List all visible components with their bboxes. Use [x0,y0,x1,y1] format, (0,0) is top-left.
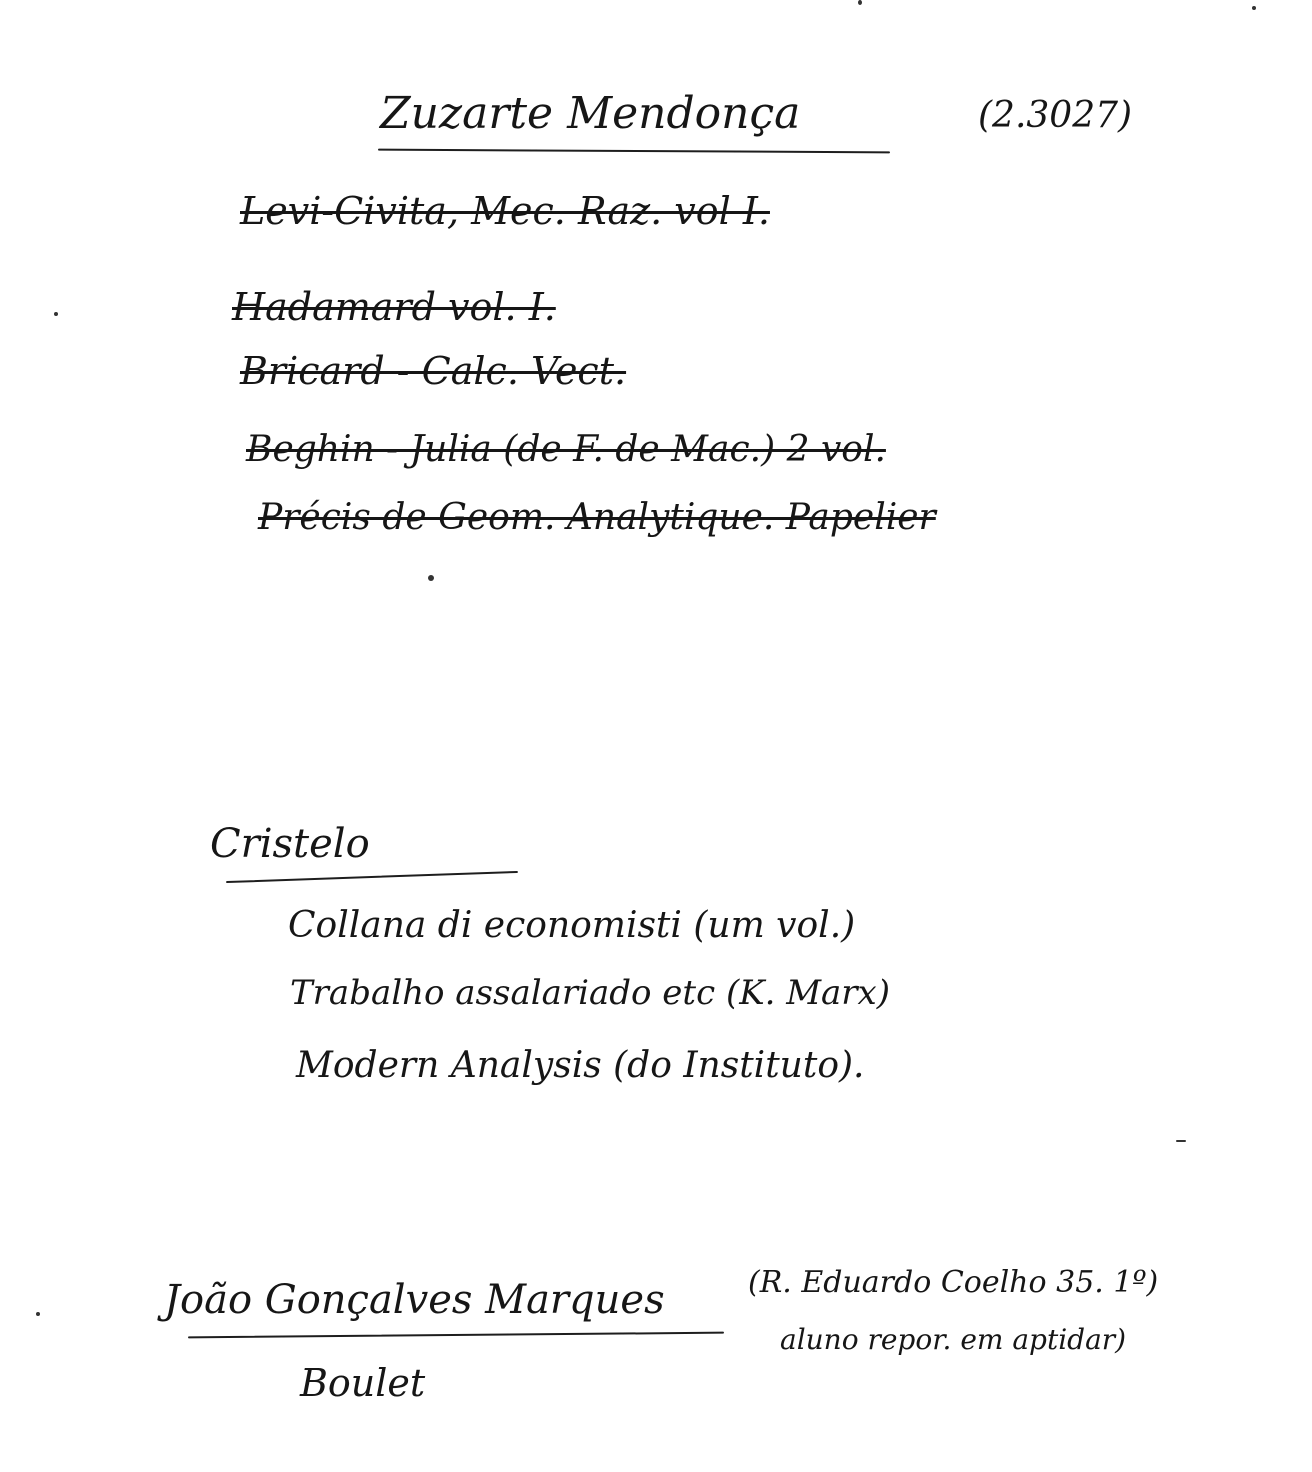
list-item-2: Hadamard vol. I. [232,285,556,329]
scan-speck [54,312,58,316]
footer-note: aluno repor. em aptidar) [780,1323,1127,1356]
scan-speck [858,0,862,5]
footer-underline [188,1332,724,1339]
scan-speck [428,575,434,581]
header-name: Zuzarte Mendonça [380,88,801,139]
header-underline [378,149,890,154]
header-number: (2.3027) [978,95,1133,136]
list-item-1: Levi-Civita, Mec. Raz. vol I. [240,189,770,233]
footer-name: João Gonçalves Marques [164,1277,665,1323]
list-item-4: Beghin - Julia (de F. de Mac.) 2 vol. [246,429,886,470]
section2-heading: Cristelo [210,821,370,867]
scan-speck [1252,6,1256,10]
list-item-5: Précis de Geom. Analytique. Papelier [258,497,936,538]
footer-address: (R. Eduardo Coelho 35. 1º) [748,1265,1159,1300]
section2-item-2: Trabalho assalariado etc (K. Marx) [290,973,890,1013]
section2-underline [226,871,518,883]
list-item-3: Bricard - Calc. Vect. [240,349,627,393]
scan-speck [1176,1140,1186,1142]
scan-speck [36,1312,40,1316]
section2-item-1: Collana di economisti (um vol.) [288,905,856,946]
section2-item-3: Modern Analysis (do Instituto). [296,1045,865,1086]
footer-book: Boulet [300,1361,426,1405]
